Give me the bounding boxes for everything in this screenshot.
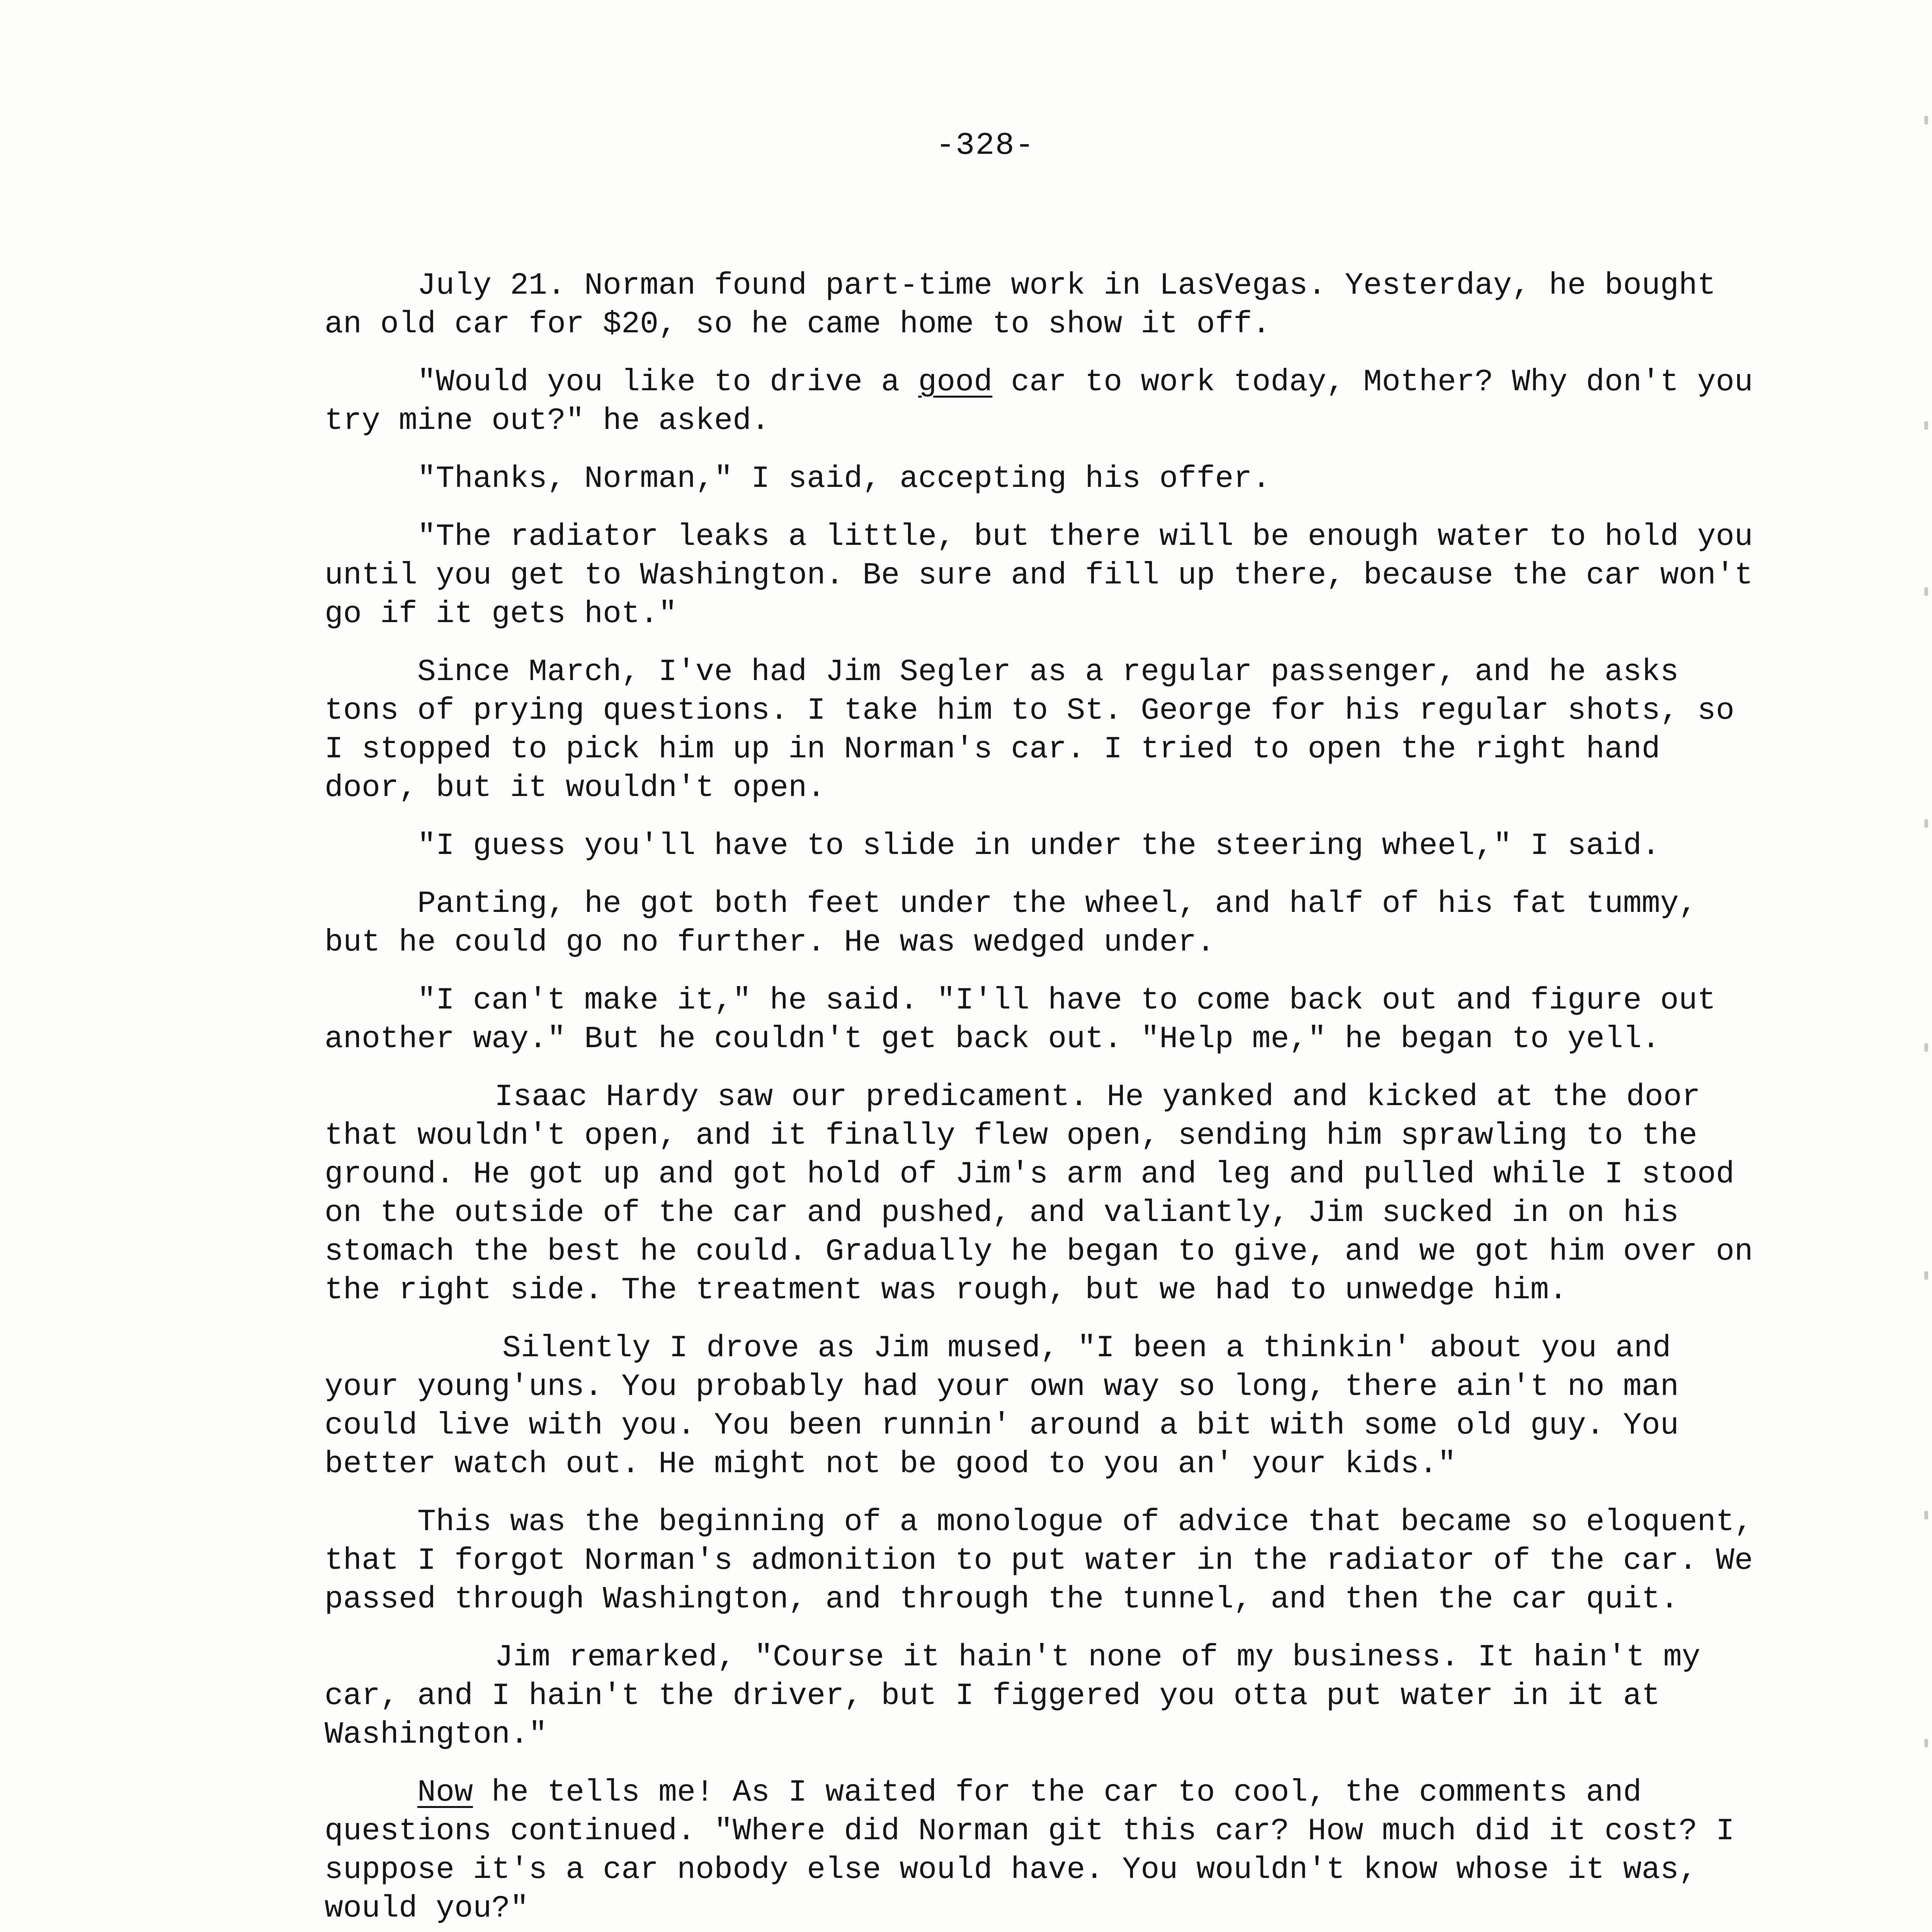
paragraph-text: Isaac Hardy saw our predicament. He yanked and kicked at the door that wouldn't open, and it finally flew open, sending him sprawling to the ground. He got up and got hold of Jim's arm and leg and pulled while I stood on the outside of the car and pushed, and valiantly, Jim sucked in on his stomach the best he could. Gradually he began to give, and we got him over on the right side. The treatment was rough, but we had to unwedge him. [325, 1080, 1753, 1308]
paragraph-text: This was the beginning of a monologue of advice that became so eloquent, that I forgot Norman's admonition to put water in the radiator of the car. We passed through Washington, and through the tunnel, and then the car quit. [325, 1505, 1753, 1617]
paragraph [325, 1638, 1754, 1754]
paragraph-text: Since March, I've had Jim Segler as a regular passenger, and he asks tons of prying questions. I take him to St. George for his regular shots, so I stopped to pick him up in Norman's car. I tried to open the right hand door, but it wouldn't open. [325, 655, 1735, 806]
paragraph-text: Panting, he got both feet under the wheel, and half of his fat tummy, but he could go no further. He was wedged under. [325, 886, 1697, 960]
paragraph [325, 1774, 1754, 1928]
paragraph-text: "I guess you'll have to slide in under the steering wheel," I said. [417, 828, 1660, 864]
paragraph-text: "The radiator leaks a little, but there will be enough water to hold you until you get to Washington. Be sure and fill up there, because the car won't go if it gets hot." [325, 519, 1753, 632]
underlined-emphasis: Now [417, 1775, 473, 1810]
paragraph [325, 363, 1754, 440]
paragraph-text: "Would you like to drive a [417, 365, 918, 400]
paragraph [325, 518, 1754, 634]
margin-scan-mark [1924, 1043, 1928, 1052]
paragraph [325, 827, 1754, 866]
paragraph [325, 885, 1754, 962]
paragraph-text: Jim remarked, "Course it hain't none of my business. It hain't my car, and I hain't the driver, but I figgered you otta put water in it at Washington." [325, 1640, 1701, 1752]
paragraph-text: July 21. Norman found part-time work in LasVegas. Yesterday, he bought an old car for $20, so he came home to show it off. [325, 268, 1716, 342]
paragraph-text: Silently I drove as Jim mused, "I been a thinkin' about you and your young'uns. You probably had your own way so long, there ain't no man could live with you. You been runnin' around a bit with some old guy. You better watch out. He might not be good to you an' your kids." [325, 1331, 1679, 1482]
margin-scan-mark [1924, 819, 1928, 828]
margin-scan-mark [1924, 1739, 1928, 1747]
paragraph [325, 1503, 1754, 1619]
paragraph [325, 267, 1754, 344]
margin-scan-mark [1924, 1271, 1928, 1280]
underlined-emphasis: good [918, 365, 993, 400]
paragraph-text: "Thanks, Norman," I said, accepting his offer. [417, 461, 1271, 497]
paragraph [325, 653, 1754, 808]
margin-scan-mark [1924, 587, 1928, 596]
margin-scan-mark [1924, 116, 1928, 124]
paragraph [325, 1329, 1754, 1484]
paragraph-text: car to work today, Mother? Why don't you try mine out?" he asked. [325, 365, 1753, 439]
paragraph-text: he tells me! As I waited for the car to cool, the comments and questions continued. "Where did Norman git this car? How much did it cost? I suppose it's a car nobody else would have. You wouldn't know whose it was, would you?" [325, 1775, 1735, 1926]
paragraph [325, 460, 1754, 498]
margin-scan-mark [1924, 421, 1928, 430]
paragraph [325, 1078, 1754, 1310]
body-text [325, 267, 1754, 1932]
page-number: -328- [935, 128, 1035, 163]
margin-scan-mark [1924, 1511, 1928, 1519]
paragraph-text: "I can't make it," he said. "I'll have to come back out and figure out another way." But he couldn't get back out. "Help me," he began to yell. [325, 983, 1716, 1057]
paragraph [325, 981, 1754, 1059]
